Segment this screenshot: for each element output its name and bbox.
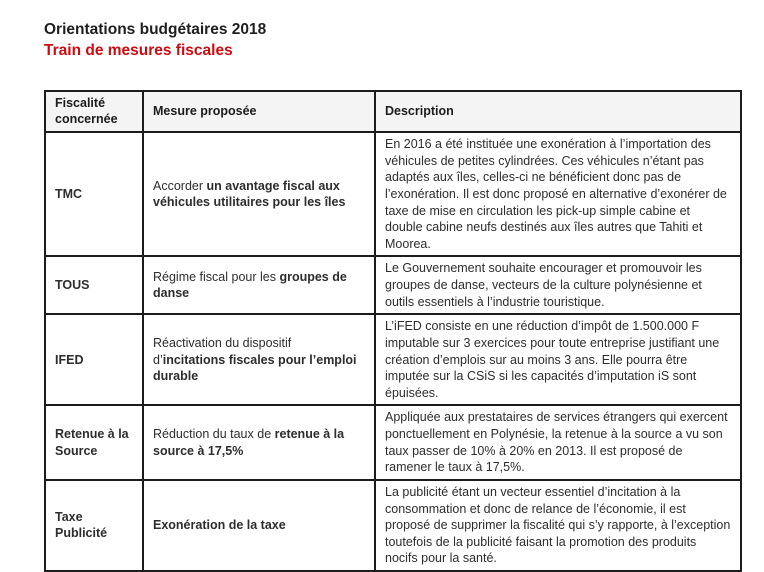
- mesure-prefix: Réactivation du dispositif d’: [153, 335, 292, 367]
- cell-description: Appliquée aux prestataires de services étrangers qui exercent ponctuellement en Polynésie, la retenue à la source a vu son taux passer de 10% à 20% en 2013. Il est proposé de ramener le taux à 17,5%.: [375, 405, 741, 480]
- fiscal-measures-table: [44, 90, 742, 572]
- cell-mesure: [143, 256, 375, 314]
- table-row-ifed: [45, 314, 741, 405]
- cell-description: La publicité étant un vecteur essentiel d’incitation à la consommation et donc de relance de l’économie, il est proposé de supprimer la fiscalité qui s’y rapporte, à l’exception toutefois de la publicité faisant la promotion des produits nocifs pour la santé.: [375, 480, 741, 571]
- cell-description: L’iFED consiste en une réduction d’impôt de 1.500.000 F imputable sur 3 exercices pour toute entreprise justifiant une création d’emplois sur au moins 3 ans. Elle pourra être imputée sur la CSiS si les capacités d’imputation iS sont épuisées.: [375, 314, 741, 405]
- mesure-bold: groupes de danse: [153, 269, 347, 301]
- col-header-description: Description: [375, 91, 741, 132]
- mesure-bold: un avantage fiscal aux véhicules utilitaires pour les îles: [153, 178, 346, 210]
- mesure-prefix: Accorder: [153, 178, 207, 193]
- cell-fiscalite: IFED: [45, 314, 143, 405]
- table-row-tous: [45, 256, 741, 314]
- cell-fiscalite: Taxe Publicité: [45, 480, 143, 571]
- mesure-prefix: Réduction du taux de: [153, 427, 275, 441]
- col-header-fiscalite-concernee: Fiscalité concernée: [45, 91, 143, 132]
- cell-fiscalite: Retenue à la Source: [45, 405, 143, 480]
- table-row-tmc: [45, 132, 741, 256]
- cell-fiscalite: TOUS: [45, 256, 143, 314]
- cell-mesure: [143, 314, 375, 405]
- col-header-mesure-proposee: Mesure proposée: [143, 91, 375, 132]
- mesure-bold: Exonération de la taxe: [153, 518, 286, 533]
- cell-fiscalite: TMC: [45, 132, 143, 256]
- document-title: Orientations budgétaires 2018: [44, 21, 267, 38]
- mesure-bold: retenue à la source à 17,5%: [153, 427, 345, 458]
- mesure-bold: incitations fiscales pour l’emploi durable: [153, 352, 357, 384]
- table-row-retenue-a-la-source: [45, 405, 741, 480]
- table-header-row: [45, 91, 741, 132]
- cell-description: En 2016 a été instituée une exonération à l’importation des véhicules de petites cylindrées. Ces véhicules n’étant pas adaptés aux îles, celles-ci ne bénéficient donc pas de l’exonération. Il est donc proposé en alternative d’exonérer de taxe de mise en circulation les pick-up simple cabine et double cabine neufs destinés aux îles autres que Tahiti et Moorea.: [375, 132, 741, 256]
- document-subtitle: Train de mesures fiscales: [44, 42, 233, 60]
- cell-mesure: [143, 480, 375, 571]
- cell-mesure: [143, 405, 375, 480]
- cell-mesure: [143, 132, 375, 256]
- cell-description: Le Gouvernement souhaite encourager et promouvoir les groupes de danse, vecteurs de la culture polynésienne et outils essentiels à l’industrie touristique.: [375, 256, 741, 314]
- table-row-taxe-publicite: [45, 480, 741, 571]
- mesure-prefix: Régime fiscal pour les: [153, 269, 280, 284]
